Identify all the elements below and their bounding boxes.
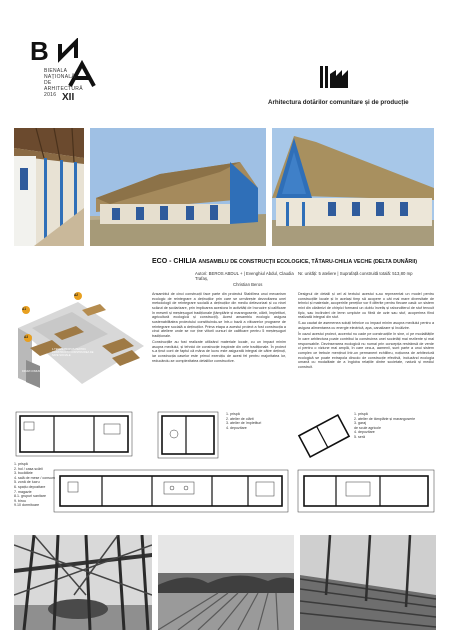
- site-plan: [12, 288, 148, 388]
- section-title: Arhitectura dotărilor comunitare și de producție: [268, 99, 409, 106]
- legend-item: 3. atelier de împletituri: [226, 421, 262, 426]
- legend-item: 4. depozitare: [226, 425, 247, 430]
- legend-item: 5. zonă de lucru: [14, 480, 40, 485]
- legend-item: 1. prispă: [14, 462, 28, 466]
- project-title-main: ECO - CHILIA: [152, 258, 197, 265]
- legend-item: 1. prispă: [354, 412, 368, 416]
- edition-number: XII: [62, 92, 75, 103]
- bna-letter-b: B: [30, 38, 49, 66]
- site-label-a2: A2: [74, 293, 79, 297]
- project-stats: Nr. unități: 5 ateliere | Suprafață construită totală: 513,80 mp: [298, 271, 413, 276]
- legend-right: [354, 412, 415, 440]
- plan-small-left: [14, 410, 134, 470]
- paragraph: S-au cautat de asemenea soluții tehnice cu impact minim asupra mediului pentru a asigura alimentarea cu energie electrică, apa, canalizare și încălzire.: [298, 321, 434, 331]
- factory-icon: [320, 66, 350, 88]
- photo-porch: [14, 128, 84, 246]
- photo-workshop-side: [90, 128, 266, 246]
- legend-left: [14, 462, 55, 508]
- site-road-label: DRUM COMUNAL: [22, 370, 44, 373]
- legend-item: 9.10 dormitoare: [14, 503, 40, 508]
- legend-mid: [226, 412, 261, 430]
- plan-large-right: [296, 468, 436, 516]
- site-label-a3: A3: [24, 335, 29, 339]
- legend-item: 9. birou: [14, 498, 26, 503]
- photo-workshop-front: [272, 128, 434, 246]
- legend-item: 4. sală de mese / consum: [14, 475, 55, 480]
- text-column-2: [298, 292, 434, 370]
- paragraph: În cazul acestui proiect, accentul nu cade pe construcțiile în sine, ci pe modalitățile în care arhitectura poate contribui la construirea unei societăți mai rezilente și mai responsabile. Dezinserarea ecologică nu numai prin concepția restrânsă de verde ci pentru o viziune mai amplă, în care cea-a, aamenii, sunt parte a unui sistem complex ce trebuie menținut într-un permanent echilibru, noțiunea de arhitectură ecologică se poate extrapola dincolo de construcție efectivă, incluzând ecologia umană cu modalitate de a îngloba relațiile dintre societate, natură și mediul construit.: [298, 332, 434, 369]
- legend-item: 7. magazie: [14, 489, 32, 494]
- legend-item: 5. seră: [354, 434, 365, 439]
- bna-letter-n: [60, 42, 76, 58]
- legend-item: 3. bucătărie: [14, 471, 33, 476]
- photo-construction-frame: [14, 535, 152, 630]
- legend-item: 6. spațiu depozitare: [14, 484, 46, 489]
- legend-item: 4. depozitare: [354, 430, 375, 435]
- legend-item: 2. atelier de tâmplărie și marangoserie: [354, 416, 416, 421]
- plan-large-left: [52, 468, 290, 516]
- photo-thatching: [300, 535, 436, 630]
- project-title-sub: ANSAMBLU DE CONSTRUCȚII ECOLOGICE, TĂTARU-CHILIA VECHE (DELTA DUNĂRII): [198, 259, 417, 265]
- legend-item: 3. garaj: [354, 421, 366, 426]
- site-lot-label: 1.TEREN PROPUS PENTRU CONSTRUCTII CONSTRUIREA DE SATE SOCIALE: [52, 348, 94, 357]
- authors-line-2: Christian Beros: [233, 281, 263, 287]
- project-title: [152, 258, 417, 265]
- authors-label: Autori:: [195, 271, 208, 276]
- legend-item: 1. prispă: [226, 412, 240, 416]
- authors-line-1: BEROS ABDUL + | Evenghiul Abdul, Claudia Trafaș,: [195, 271, 294, 282]
- plan-small-right: [296, 410, 352, 462]
- text-column-1: [152, 292, 286, 363]
- legend-item: 8.1. grupuri sanitare: [14, 494, 46, 499]
- paragraph: Construcțiile au fost realizate utilizând materiale locale, cu un impact minim asupra mediului, și tehnici de construcție inspirate din cele tradiționale. În proiect s-a ținut cont de faptul că mâna de lucru este asigurată integral de către deținuți, iar construcția caselor este primul exercițiu de acest fel pentru majoritatea lor, reducându-se complexitatea detaliilor constructive.: [152, 340, 286, 363]
- legend-item: 2. hol / casa scării: [14, 466, 43, 471]
- paragraph: Ansamblul de cinci construcții face parte din proiectul Stabilirea unui mecanism ecologic de reintegrare a deținuților prin care se urmărește dezvoltarea unei metodologii de reintegrare socială a deținuților din mediu defavorizat și cu nivel scăzut de școlarizare, prin implicarea acestora în activități de încrucire și calificare în meserii și meșteșuguri tradiționale (tâmplărie și marangoserie, olărit, împletituri, agricultură ecologică și construcții). Acest ansamblu ecologic asigura sustenabilitatea proiectului constituindu-se într-o bază a viitoarelor programe de reintegrare socială a deținuților. Prima etapa a acestui proiect a fost construcția a cinci ateliere unde se vor ține viitorii cursuri de calificare pentru 5 meșteșuguri tradiționale.: [152, 292, 286, 338]
- site-label-a1: A1: [22, 307, 27, 311]
- legend-item: de scule agricole: [354, 425, 381, 430]
- paragraph: Designul de detalii și cel al textului acestui s-au reprezentat un model pentru construcțiile locale și în același timp să acopere o cât mai mare diversitate de tehnici și materiale, acoperirile pereților vor fi diferite pentru fiecare casă: un sistem mixt din cărămizi de chirpici formand un dublu înveliș și rabonditerul de stuf tencuit tipic, sau inclinderi de lemn umplute cu fibră de ozie sau stuf, acoperirea fiind realizată integral din stuf.: [298, 292, 434, 320]
- legend-item: 2. atelier de olărit: [226, 416, 254, 421]
- bna-subtitle: BIENALA NAȚIONALĂ DE ARHITECTURĂ 2016: [44, 68, 83, 98]
- authors: [195, 271, 295, 287]
- photo-reed-field: [158, 535, 294, 630]
- plan-small-mid: [156, 410, 222, 462]
